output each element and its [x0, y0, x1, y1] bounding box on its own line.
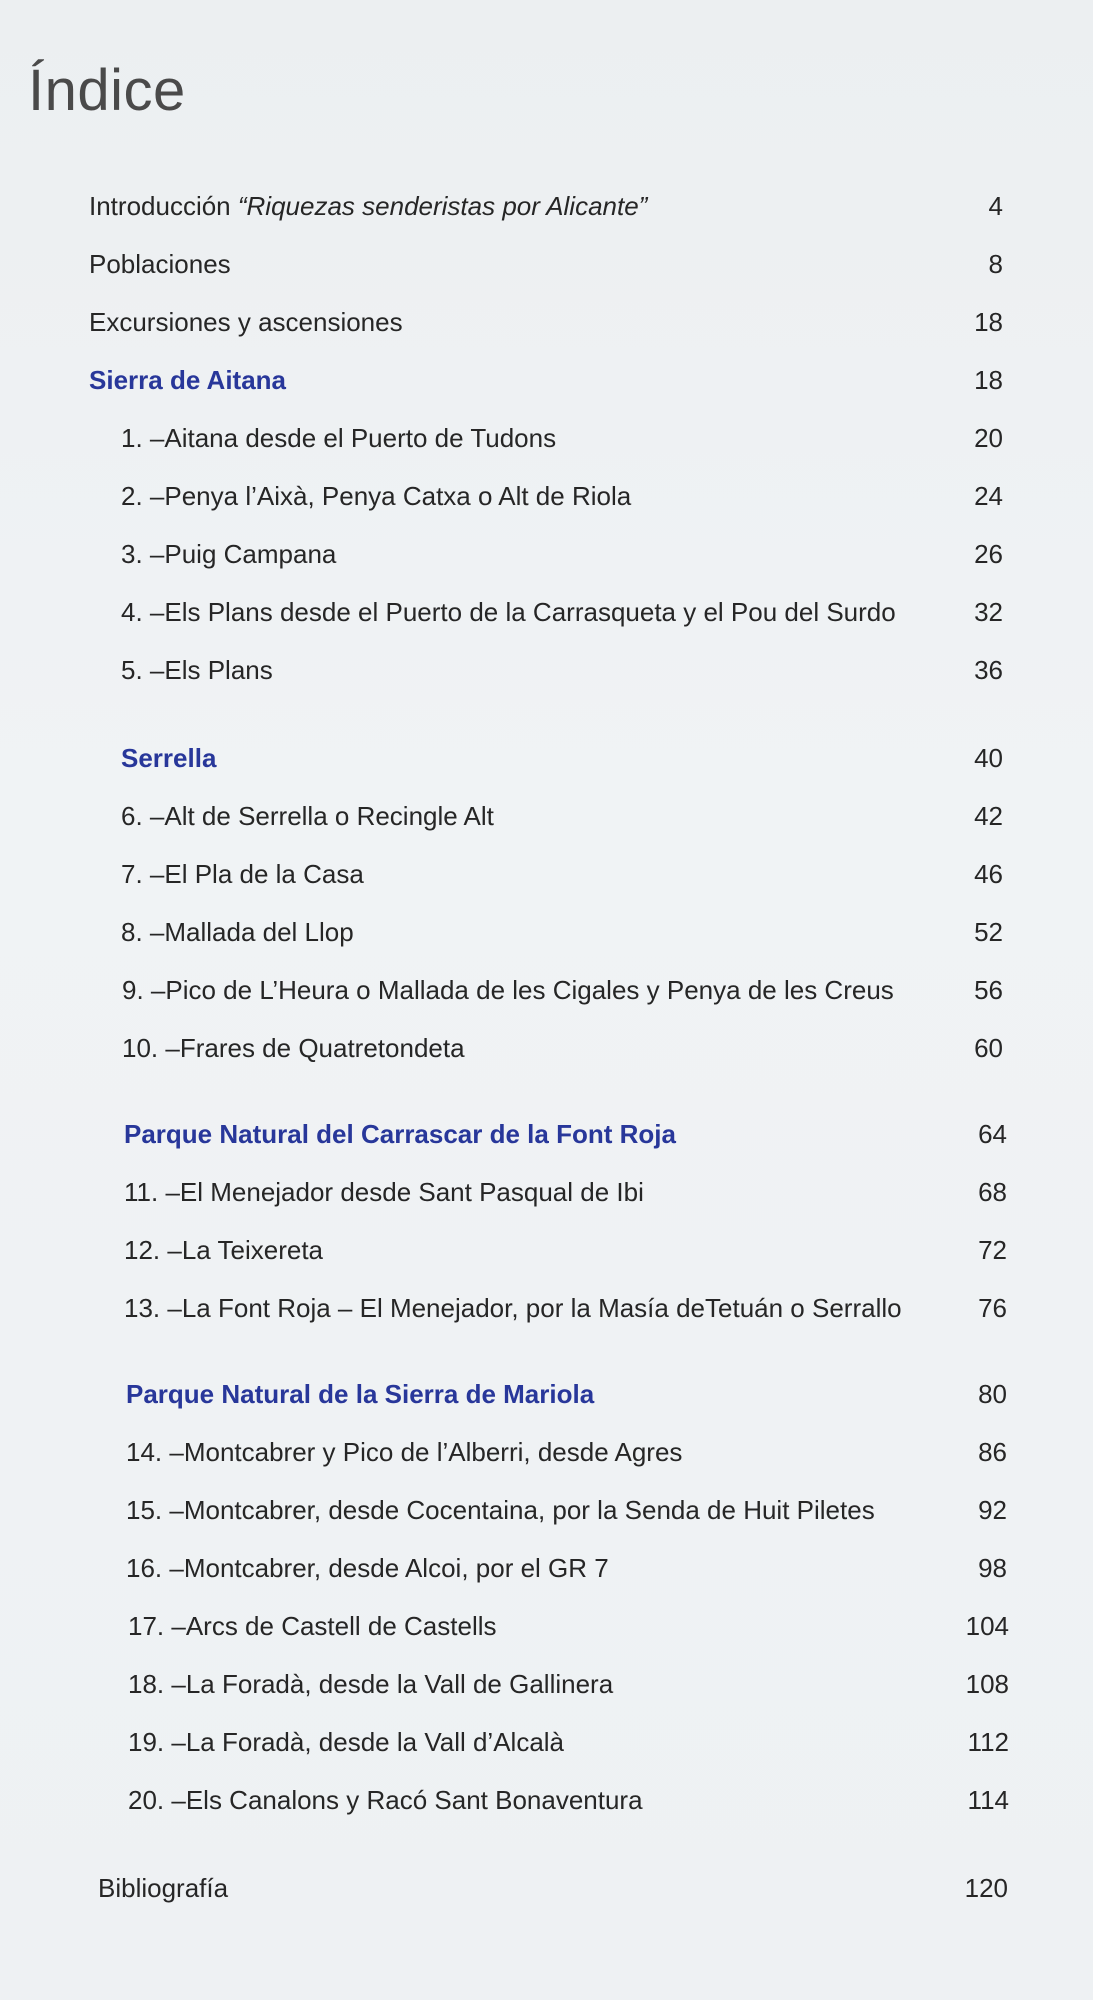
toc-entry-excursiones[interactable]: [89, 302, 1003, 342]
toc-entry-page: 76: [978, 1293, 1007, 1323]
toc-entry-label: 17. –Arcs de Castell de Castells: [128, 1611, 497, 1641]
toc-section-label: Serrella: [121, 743, 217, 773]
toc-entry-label: 14. –Montcabrer y Pico de l’Alberri, desde Agres: [126, 1437, 683, 1467]
toc-entry-page: 24: [974, 481, 1003, 511]
toc-entry-page: 68: [978, 1177, 1007, 1207]
toc-entry-route-9[interactable]: [122, 970, 1003, 1010]
toc-entry-label: 11. –El Menejador desde Sant Pasqual de Ibi: [124, 1177, 644, 1207]
toc-entry-label-quote: “Riquezas senderistas por Alicante”: [237, 191, 648, 221]
toc-entry-label: 7. –El Pla de la Casa: [121, 859, 364, 889]
toc-entry-label: [89, 186, 989, 226]
toc-entry-page: 60: [974, 1033, 1003, 1063]
toc-entry-route-13[interactable]: [124, 1288, 1007, 1328]
toc-entry-route-19[interactable]: [128, 1722, 1009, 1762]
toc-entry-label: 8. –Mallada del Llop: [121, 917, 354, 947]
toc-entry-label: 20. –Els Canalons y Racó Sant Bonaventura: [128, 1785, 643, 1815]
toc-entry-page: 8: [988, 249, 1003, 279]
toc-section-sierra-de-aitana[interactable]: [89, 360, 1003, 400]
toc-entry-route-3[interactable]: [121, 534, 1003, 574]
toc-section-sierra-de-mariola[interactable]: [126, 1374, 1007, 1414]
toc-entry-route-11[interactable]: [124, 1172, 1007, 1212]
toc-entry-page: 40: [974, 743, 1003, 773]
toc-entry-label: Poblaciones: [89, 249, 231, 279]
toc-entry-page: 4: [988, 191, 1003, 221]
toc-entry-page: 114: [967, 1785, 1009, 1815]
toc-entry-route-20[interactable]: [128, 1780, 1009, 1820]
toc-section-font-roja[interactable]: [124, 1114, 1007, 1154]
toc-entry-label: 6. –Alt de Serrella o Recingle Alt: [121, 801, 494, 831]
toc-entry-route-15[interactable]: [126, 1490, 1007, 1530]
toc-section-serrella[interactable]: [121, 738, 1003, 778]
toc-entry-page: 86: [978, 1437, 1007, 1467]
toc-entry-route-10[interactable]: [122, 1028, 1003, 1068]
toc-entry-page: 26: [974, 539, 1003, 569]
toc-entry-poblaciones[interactable]: [89, 244, 1003, 284]
toc-section-label: Sierra de Aitana: [89, 365, 287, 395]
toc-entry-label: 18. –La Foradà, desde la Vall de Gallinera: [128, 1669, 614, 1699]
toc-entry-page: 52: [974, 917, 1003, 947]
toc-entry-page: 80: [978, 1379, 1007, 1409]
toc-entry-page: 36: [974, 655, 1003, 685]
toc-entry-page: 104: [965, 1611, 1009, 1641]
toc-entry-page: 64: [978, 1119, 1007, 1149]
toc-entry-label: 10. –Frares de Quatretondeta: [122, 1033, 465, 1063]
toc-entry-label: 12. –La Teixereta: [124, 1235, 323, 1265]
toc-entry-label: 13. –La Font Roja – El Menejador, por la Masía deTetuán o Serrallo: [124, 1293, 902, 1323]
page-title: Índice: [28, 58, 186, 123]
toc-entry-route-8[interactable]: [121, 912, 1003, 952]
toc-entry-page: 18: [974, 365, 1003, 395]
toc-entry-label: 16. –Montcabrer, desde Alcoi, por el GR 7: [126, 1553, 609, 1583]
toc-entry-page: 46: [974, 859, 1003, 889]
toc-entry-label: Bibliografía: [98, 1873, 229, 1903]
toc-entry-page: 32: [974, 597, 1003, 627]
toc-entry-page: 112: [967, 1727, 1009, 1757]
toc-entry-page: 56: [974, 975, 1003, 1005]
toc-entry-page: 120: [964, 1873, 1008, 1903]
toc-entry-route-2[interactable]: [121, 476, 1003, 516]
toc-entry-page: 42: [974, 801, 1003, 831]
toc-entry-page: 92: [978, 1495, 1007, 1525]
toc-entry-route-5[interactable]: [121, 650, 1003, 690]
toc-entry-route-18[interactable]: [128, 1664, 1009, 1704]
toc-entry-label: Excursiones y ascensiones: [89, 307, 403, 337]
toc-entry-route-6[interactable]: [121, 796, 1003, 836]
toc-entry-route-17[interactable]: [128, 1606, 1009, 1646]
toc-entry-label-prefix: Introducción: [89, 191, 238, 221]
toc-entry-label: 4. –Els Plans desde el Puerto de la Carrasqueta y el Pou del Surdo: [121, 597, 896, 627]
toc-entry-route-14[interactable]: [126, 1432, 1007, 1472]
toc-section-label: Parque Natural de la Sierra de Mariola: [126, 1379, 595, 1409]
toc-entry-label: 19. –La Foradà, desde la Vall d’Alcalà: [128, 1727, 565, 1757]
toc-entry-route-12[interactable]: [124, 1230, 1007, 1270]
toc-section-label: Parque Natural del Carrascar de la Font Roja: [124, 1119, 676, 1149]
toc-entry-route-16[interactable]: [126, 1548, 1007, 1588]
toc-entry-page: 72: [978, 1235, 1007, 1265]
toc-entry-label: 15. –Montcabrer, desde Cocentaina, por la Senda de Huit Piletes: [126, 1495, 875, 1525]
toc-entry-label: 9. –Pico de L’Heura o Mallada de les Cigales y Penya de les Creus: [122, 975, 894, 1005]
toc-entry-route-7[interactable]: [121, 854, 1003, 894]
toc-entry-bibliografia[interactable]: [98, 1868, 1008, 1908]
toc-entry-page: 98: [978, 1553, 1007, 1583]
toc-entry-page: 108: [965, 1669, 1009, 1699]
toc-entry-label: 5. –Els Plans: [121, 655, 273, 685]
toc-entry-page: 20: [974, 423, 1003, 453]
toc-entry-label: 3. –Puig Campana: [121, 539, 337, 569]
toc-entry-route-1[interactable]: [121, 418, 1003, 458]
toc-entry-page: 18: [974, 307, 1003, 337]
toc-entry-route-4[interactable]: [121, 592, 1003, 632]
toc-entry-label: 1. –Aitana desde el Puerto de Tudons: [121, 423, 557, 453]
toc-entry-intro[interactable]: [89, 186, 1003, 226]
toc-entry-label: 2. –Penya l’Aixà, Penya Catxa o Alt de Riola: [121, 481, 632, 511]
